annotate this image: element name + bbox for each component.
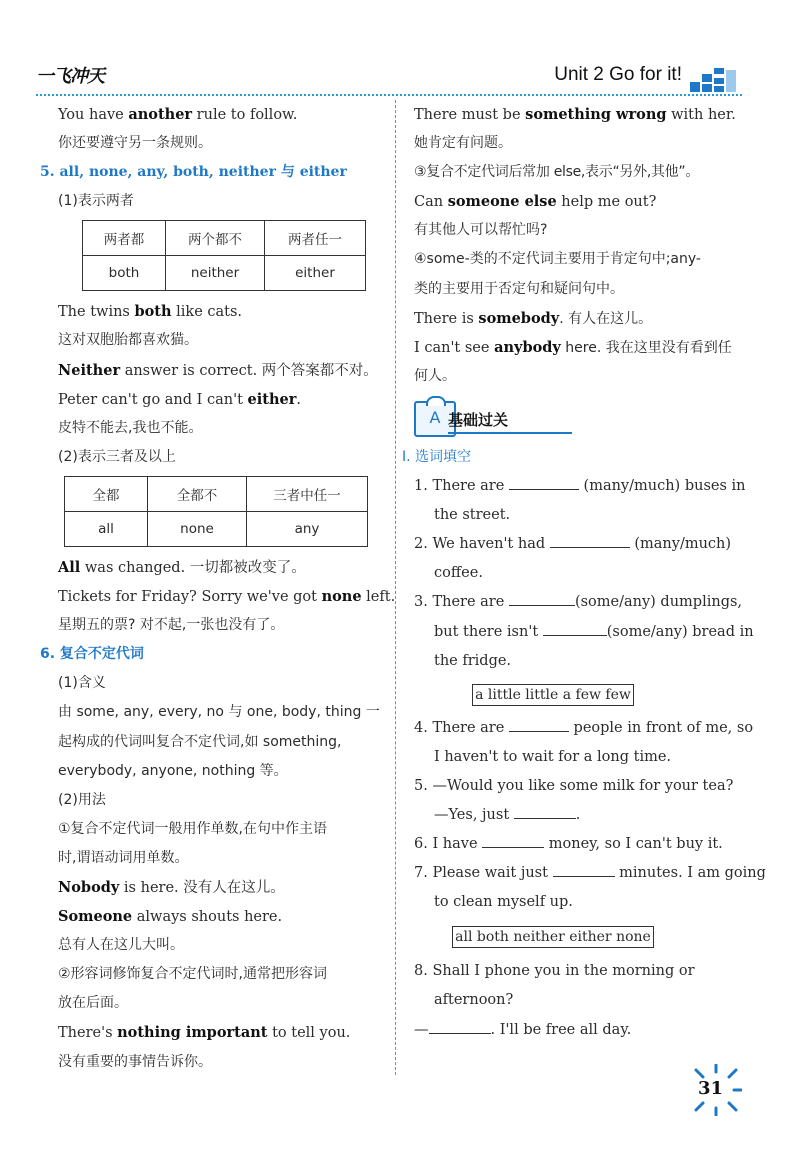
example-line: Peter can't go and I can't either.: [58, 390, 301, 408]
answer-blank[interactable]: [509, 717, 569, 732]
example-translation: 星期五的票? 对不起,一张也没有了。: [58, 617, 285, 634]
table-cell: 两者任一: [265, 221, 366, 256]
question-5: 5. —Would you like some milk for your tea?: [414, 777, 734, 794]
section-letter: A: [429, 407, 441, 427]
example-line: There must be something wrong with her.: [414, 106, 736, 123]
subheading: (2)表示三者及以上: [58, 448, 176, 465]
section-title: 基础过关: [448, 410, 509, 429]
unit-blocks-decoration: [690, 68, 738, 94]
example-line: There's nothing important to tell you.: [58, 1024, 351, 1042]
section-underline: [448, 432, 572, 434]
section-5-title: 5. all, none, any, both, neither 与 either: [40, 164, 347, 181]
question-4-cont: I haven't to wait for a long time.: [434, 748, 672, 765]
example-line: All was changed. 一切都被改变了。: [58, 558, 306, 576]
question-8-answer: — . I'll be free all day.: [414, 1016, 742, 1045]
example-line: Someone always shouts here.: [58, 908, 283, 926]
page-number: 31: [698, 1078, 724, 1099]
question-8: 8. Shall I phone you in the morning or: [414, 963, 695, 980]
example-translation: 这对双胞胎都喜欢猫。: [58, 332, 198, 349]
example-translation: 总有人在这儿大叫。: [58, 937, 184, 954]
right-column: [402, 100, 766, 1045]
two-items-table: [82, 220, 366, 291]
question-5-cont: —Yes, just .: [414, 801, 742, 830]
section-a-banner: [414, 395, 742, 443]
table-cell: 两者都: [83, 221, 166, 256]
body-text: everybody, anyone, nothing 等。: [58, 762, 288, 779]
body-text: ④some-类的不定代词主要用于肯定句中;any-: [414, 251, 701, 268]
example-translation: 你还要遵守另一条规则。: [58, 135, 212, 152]
body-text: ①复合不定代词一般用作单数,在句中作主语: [58, 820, 327, 837]
brand-logo-text: 一飞冲天: [36, 66, 104, 87]
table-cell: all: [65, 511, 148, 546]
question-3-cont: the fridge.: [434, 652, 512, 669]
part-title: Ⅰ. 选词填空: [402, 448, 472, 465]
table-cell: 全都: [65, 476, 148, 511]
answer-blank[interactable]: [429, 1019, 491, 1034]
header-divider: [36, 94, 742, 96]
table-cell: neither: [166, 256, 265, 291]
answer-blank[interactable]: [509, 591, 575, 606]
example-line: I can't see anybody here. 我在这里没有看到任: [414, 338, 732, 356]
word-bank-1: a little little a few few: [414, 676, 742, 714]
question-3-cont: but there isn't (some/any) bread in: [414, 618, 742, 647]
example-translation: 皮特不能去,我也不能。: [58, 419, 203, 436]
example-line: The twins both like cats.: [58, 303, 243, 321]
question-8-cont: afternoon?: [434, 992, 514, 1009]
question-2-cont: coffee.: [434, 565, 483, 582]
three-items-table: [64, 476, 368, 547]
body-text: ③复合不定代词后常加 else,表示“另外,其他”。: [414, 164, 700, 181]
answer-blank[interactable]: [550, 533, 630, 548]
body-text: 时,谓语动词用单数。: [58, 849, 189, 866]
word-bank-2: all both neither either none: [414, 917, 742, 957]
question-7: 7. Please wait just minutes. I am going: [414, 859, 742, 888]
question-6: 6. I have money, so I can't buy it.: [414, 830, 742, 859]
answer-blank[interactable]: [482, 833, 544, 848]
body-text: 放在后面。: [58, 995, 128, 1012]
example-translation: 有其他人可以帮忙吗?: [414, 222, 548, 239]
example-line: There is somebody. 有人在这儿。: [414, 309, 653, 327]
body-text: ②形容词修饰复合不定代词时,通常把形容词: [58, 966, 327, 983]
table-cell: both: [83, 256, 166, 291]
question-1-cont: the street.: [434, 507, 511, 524]
example-line: Nobody is here. 没有人在这儿。: [58, 878, 285, 896]
answer-blank[interactable]: [543, 621, 607, 636]
body-text: 由 some, any, every, no 与 one, body, thing 一: [58, 704, 380, 721]
section-6-title: 6. 复合不定代词: [40, 646, 144, 663]
question-7-cont: to clean myself up.: [434, 894, 573, 911]
table-cell: 全都不: [148, 476, 247, 511]
table-cell: none: [148, 511, 247, 546]
question-3: 3. There are (some/any) dumplings,: [414, 588, 742, 617]
table-cell: 三者中任一: [247, 476, 368, 511]
question-4: 4. There are people in front of me, so: [414, 714, 742, 743]
example-translation: 何人。: [414, 367, 456, 384]
example-line: Tickets for Friday? Sorry we've got none left.: [58, 588, 396, 606]
table-cell: either: [265, 256, 366, 291]
subheading: (2)用法: [58, 791, 106, 808]
column-divider: [395, 100, 396, 1075]
example-line: Can someone else help me out?: [414, 193, 657, 211]
table-cell: 两个都不: [166, 221, 265, 256]
subheading: (1)表示两者: [58, 193, 134, 210]
example-translation: 她肯定有问题。: [414, 135, 512, 152]
answer-blank[interactable]: [509, 475, 579, 490]
body-text: 起构成的代词叫复合不定代词,如 something,: [58, 733, 342, 750]
unit-title: Unit 2 Go for it!: [554, 64, 682, 85]
example-translation: 没有重要的事情告诉你。: [58, 1053, 212, 1070]
answer-blank[interactable]: [514, 804, 576, 819]
body-text: 类的主要用于否定句和疑问句中。: [414, 280, 624, 297]
left-column: [40, 100, 396, 1077]
subheading: (1)含义: [58, 675, 106, 692]
question-2: 2. We haven't had (many/much): [414, 530, 742, 559]
example-line: Neither answer is correct. 两个答案都不对。: [58, 361, 378, 379]
answer-blank[interactable]: [553, 862, 615, 877]
question-1: 1. There are (many/much) buses in: [414, 472, 742, 501]
table-cell: any: [247, 511, 368, 546]
example-line: You have another rule to follow.: [58, 106, 298, 123]
